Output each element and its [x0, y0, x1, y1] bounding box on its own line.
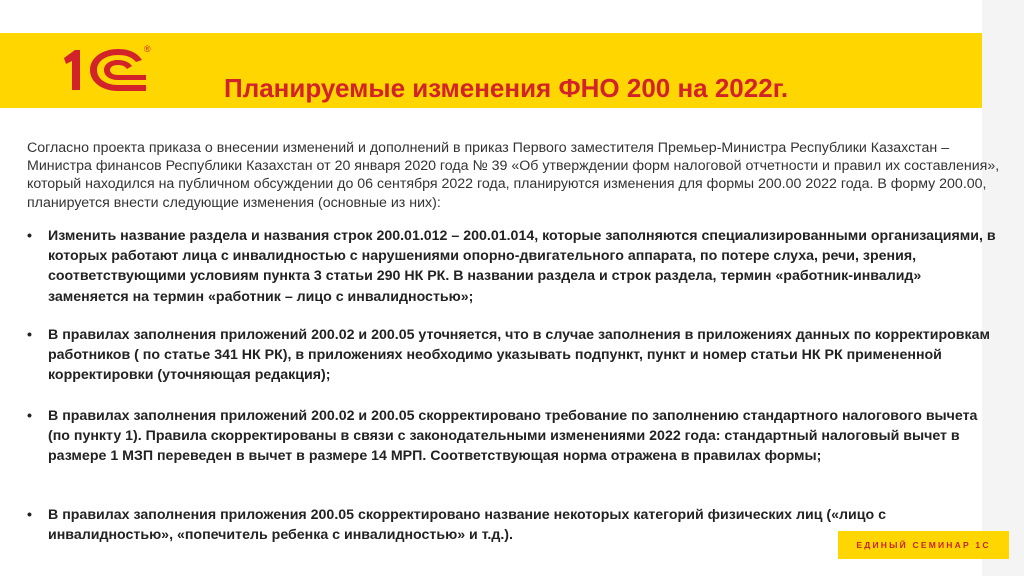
list-item-text: Изменить название раздела и названия строк 200.01.012 – 200.01.014, которые заполняются специализированными организациями, в которых работают лица с инвалидностью с нарушениями опорно-двигательного аппарата, по потере слуха, речи, зрения, соответствующими условиям пункта 3 статьи 290 НК РК. В названии раздела и строк раздела, термин «работник-инвалид» заменяется на термин «работник – лицо с инвалидностью»; [48, 228, 996, 305]
list-item [27, 325, 1002, 386]
list-item [27, 226, 1002, 307]
registered-mark: ® [144, 44, 151, 54]
footer-badge-label: ЕДИНЫЙ СЕМИНАР 1С [856, 540, 991, 550]
1c-logo [62, 46, 158, 96]
footer-badge [838, 531, 1009, 559]
bullet-icon: • [27, 408, 32, 424]
intro-paragraph: Согласно проекта приказа о внесении изменений и дополнений в приказ Первого заместителя Премьер-Министра Республики Казахстан – Министра финансов Республики Казахстан от 20 января 2020 года № 39 «Об утверждении форм налоговой отчетности и правил их составления», который находился на публичном обсуждении до 06 сентября 2022 года, планируются изменения для формы 200.00 2022 года. В форму 200.00, планируется внести следующие изменения (основные из них): [27, 140, 1000, 211]
bullet-icon: • [27, 507, 32, 523]
bullet-icon: • [27, 228, 32, 244]
list-item-text: В правилах заполнения приложений 200.02 и 200.05 уточняется, что в случае заполнения в приложениях данных по корректировкам работников ( по статье 341 НК РК), в приложениях необходимо указывать подпункт, пункт и номер статьи НК РК примененной корректировки (уточняющая редакция); [48, 327, 990, 384]
list-item-text: В правилах заполнения приложения 200.05 скорректировано название некоторых категорий физических лиц («лицо с инвалидностью», «попечитель ребенка с инвалидностью» и т.д.). [48, 507, 886, 544]
list-item [27, 406, 1002, 467]
bullet-icon: • [27, 327, 32, 343]
list-item-text: В правилах заполнения приложений 200.02 и 200.05 скорректировано требование по заполнению стандартного налогового вычета (по пункту 1). Правила скорректированы в связи с законодательными изменениями 2022 года: стандартный налоговый вычет в размере 1 МЗП переведен в вычет в размере 14 МРП. Соответствующая норма отражена в правилах формы; [48, 408, 978, 465]
page-title: Планируемые изменения ФНО 200 на 2022г. [224, 73, 789, 103]
